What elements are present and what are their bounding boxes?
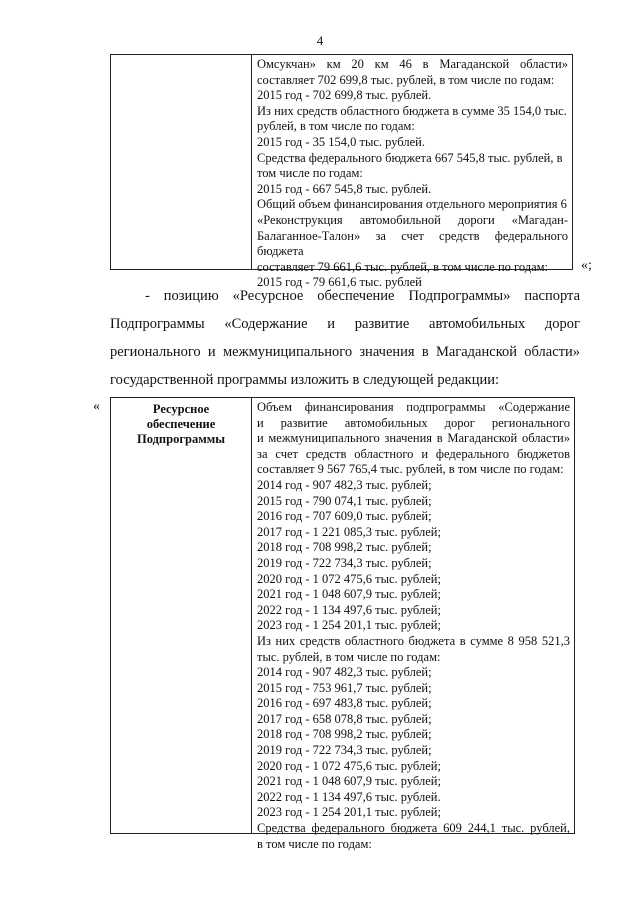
amendment-paragraph — [110, 282, 580, 394]
text-line: 2019 год - 722 734,3 тыс. рублей; — [257, 743, 432, 758]
text-line: 2015 год - 667 545,8 тыс. рублей. — [257, 181, 432, 196]
text-line: составляет 79 661,6 тыс. рублей, в том числе по годам: — [257, 259, 549, 274]
empty-left-cell — [111, 55, 252, 270]
text-line: Объем финансирования подпрограммы «Содержание — [257, 400, 570, 414]
page-number: 4 — [316, 33, 324, 48]
header-line: Подпрограммы — [136, 432, 225, 446]
text-line: 2017 год - 1 221 085,3 тыс. рублей; — [257, 524, 441, 539]
text-line: том числе по годам: — [257, 166, 363, 181]
text-line: тыс. рублей, в том числе по годам: — [257, 649, 441, 664]
text-line: 2020 год - 1 072 475,6 тыс. рублей; — [257, 758, 441, 773]
text-line: рублей, в том числе по годам: — [257, 119, 415, 134]
top-table-lines — [252, 55, 572, 290]
resource-provision-table — [110, 397, 575, 851]
text-line: и межмуниципального значения в Магаданской области» — [257, 431, 570, 446]
text-line: 2016 год - 707 609,0 тыс. рублей; — [257, 509, 432, 524]
text-line: 2023 год - 1 254 201,1 тыс. рублей; — [257, 805, 441, 820]
text-line: Средства федерального бюджета 609 244,1 тыс. рублей, — [257, 821, 570, 836]
resource-provision-header — [111, 398, 252, 834]
header-line: обеспечение — [146, 417, 216, 431]
paragraph-line: Подпрограммы «Содержание и развитие автомобильных дорог — [110, 316, 580, 332]
text-line: составляет 9 567 765,4 тыс. рублей, в том числе по годам: — [257, 462, 564, 477]
paragraph-line: государственной программы изложить в следующей редакции: — [110, 372, 500, 388]
text-line: Общий объем финансирования отдельного мероприятия 6 — [257, 197, 567, 212]
text-line: в том числе по годам: — [257, 836, 372, 851]
financing-volume-cell — [252, 398, 575, 851]
paragraph-line: регионального и межмуниципального значения в Магаданской области» — [110, 344, 580, 360]
opening-quote: « — [93, 399, 100, 414]
financing-text-cell — [252, 55, 573, 290]
text-line: 2018 год - 708 998,2 тыс. рублей; — [257, 540, 432, 555]
text-line: 2014 год - 907 482,3 тыс. рублей; — [257, 665, 432, 680]
text-line: 2015 год - 753 961,7 тыс. рублей; — [257, 680, 432, 695]
text-line: 2019 год - 722 734,3 тыс. рублей; — [257, 555, 432, 570]
text-line: 2022 год - 1 134 497,6 тыс. рублей. — [257, 789, 441, 804]
header-line: Ресурсное — [152, 402, 210, 416]
text-line: «Реконструкция автомобильной дороги «Магадан- — [257, 212, 568, 227]
text-line: 2014 год - 907 482,3 тыс. рублей; — [257, 477, 432, 492]
text-line: 2021 год - 1 048 607,9 тыс. рублей; — [257, 587, 441, 602]
text-line: и развитие автомобильных дорог регионального — [257, 415, 570, 430]
text-line: Средства федерального бюджета 667 545,8 тыс. рублей, в — [257, 150, 563, 165]
text-line: Из них средств областного бюджета в сумме 8 958 521,3 — [257, 633, 570, 648]
paragraph-line: - позицию «Ресурсное обеспечение Подпрограммы» паспорта — [145, 288, 580, 304]
text-line: 2020 год - 1 072 475,6 тыс. рублей; — [257, 571, 441, 586]
text-line: 2015 год - 35 154,0 тыс. рублей. — [257, 134, 425, 149]
closing-quote: «; — [581, 258, 592, 273]
text-line: 2015 год - 79 661,6 тыс. рублей — [257, 275, 422, 290]
text-line: 2017 год - 658 078,8 тыс. рублей; — [257, 711, 432, 726]
text-line: Из них средств областного бюджета в сумме 35 154,0 тыс. — [257, 103, 567, 118]
text-line: Балаганное-Талон» за счет средств федерального бюджета — [257, 228, 568, 259]
text-line: 2021 год - 1 048 607,9 тыс. рублей; — [257, 774, 441, 789]
text-line: 2016 год - 697 483,8 тыс. рублей; — [257, 696, 432, 711]
previous-passport-table — [110, 54, 573, 290]
text-line: 2022 год - 1 134 497,6 тыс. рублей; — [257, 602, 441, 617]
text-line: 2015 год - 702 699,8 тыс. рублей. — [257, 88, 432, 103]
text-line: 2018 год - 708 998,2 тыс. рублей; — [257, 727, 432, 742]
main-table-lines — [252, 398, 574, 851]
text-line: за счет средств областного и федерального бюджетов — [257, 446, 570, 461]
text-line: составляет 702 699,8 тыс. рублей, в том числе по годам: — [257, 72, 555, 87]
text-line: 2015 год - 790 074,1 тыс. рублей; — [257, 493, 432, 508]
text-line: 2023 год - 1 254 201,1 тыс. рублей; — [257, 618, 441, 633]
text-line: Омсукчан» км 20 км 46 в Магаданской области» — [257, 57, 568, 71]
